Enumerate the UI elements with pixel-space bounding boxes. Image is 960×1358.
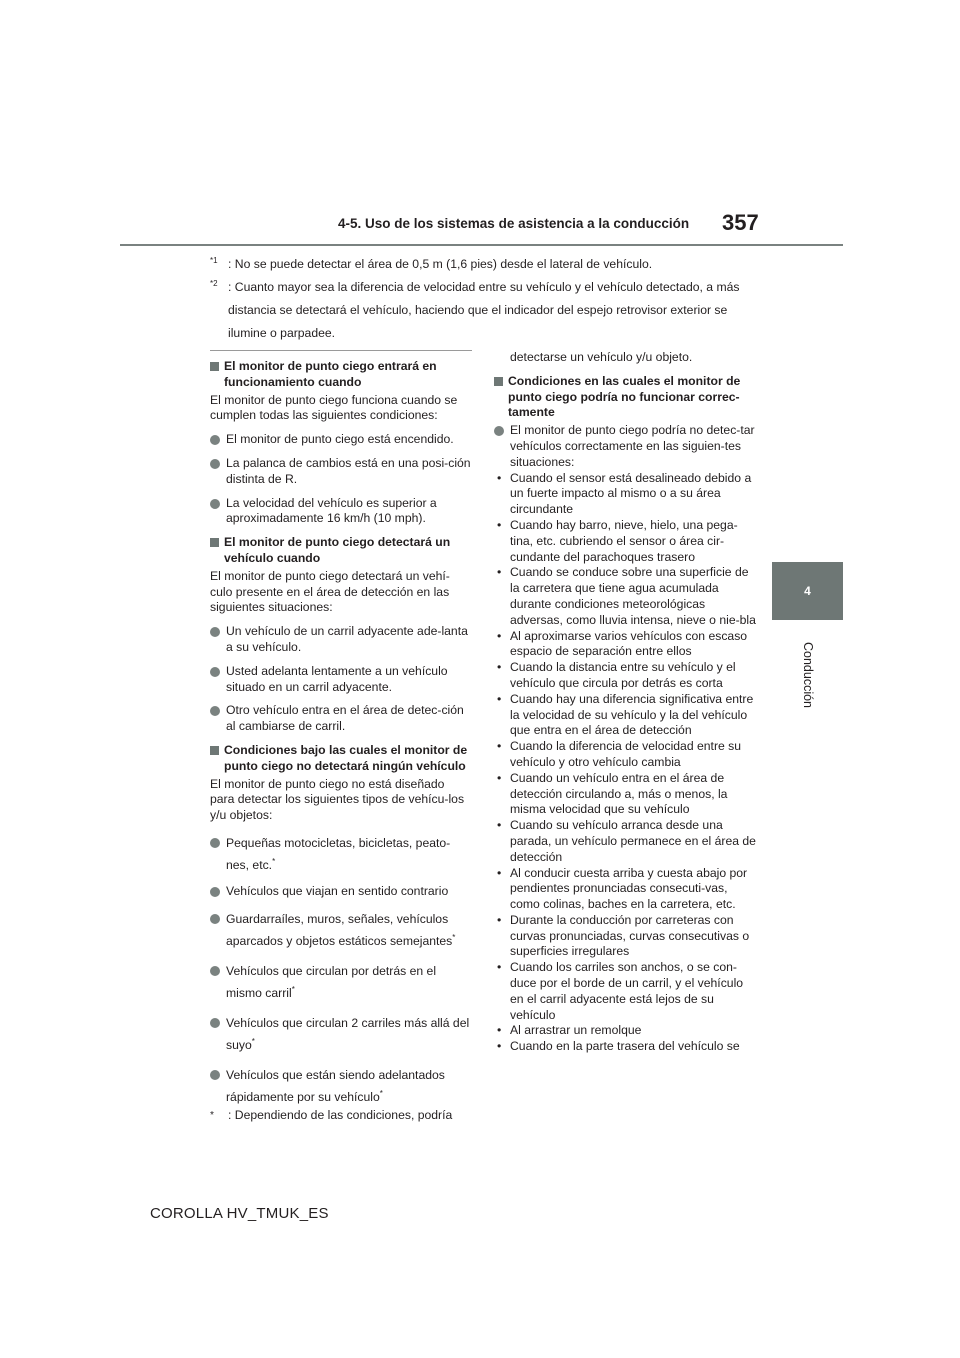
list-item: • Al arrastrar un remolque	[494, 1023, 756, 1039]
asterisk-marker: *	[291, 984, 295, 994]
footnote-2-text: : Cuanto mayor sea la diferencia de velocidad entre su vehículo y el vehículo detectado, a más distancia se detectará el vehículo, haciendo que el indicador del espejo retrovisor exterior se ilumine o parpadee.	[228, 280, 740, 340]
bullet-item: La velocidad del vehículo es superior a aproximadamente 16 km/h (10 mph).	[210, 496, 472, 528]
section-heading-activation: El monitor de punto ciego entrará en funcionamiento cuando	[210, 359, 472, 391]
section-intro-no-detection: El monitor de punto ciego no está diseñado para detectar los siguientes tipos de vehícu-los y/u objetos:	[210, 776, 465, 823]
footnote-2-marker: *2	[210, 278, 218, 288]
footnotes-top	[210, 253, 750, 345]
bullet-item: Vehículos que están siendo adelantados rápidamente por su vehículo*	[210, 1064, 472, 1108]
bullet-item: Otro vehículo entra en el área de detec-ción al cambiarse de carril.	[210, 703, 472, 735]
list-item: • Cuando en la parte trasera del vehículo se	[494, 1039, 756, 1055]
list-item: • Cuando se conduce sobre una superficie de la carretera que tiene agua acumulada durante condiciones meteorológicas adversas, como lluvia intensa, nieve o nie-bla	[494, 565, 756, 628]
chapter-label: Conducción	[801, 641, 815, 709]
bullet-item: El monitor de punto ciego está encendido.	[210, 432, 472, 448]
list-item: • Al conducir cuesta arriba y cuesta abajo por pendientes pronunciadas consecuti-vas, como colinas, baches en la carretera, etc.	[494, 866, 756, 913]
bullet-item: Vehículos que viajan en sentido contrario	[210, 884, 472, 900]
asterisk-marker: *	[379, 1088, 383, 1098]
bullet-item: Un vehículo de un carril adyacente ade-lanta a su vehículo.	[210, 624, 472, 656]
header-title: 4-5. Uso de los sistemas de asistencia a la conducción	[338, 216, 690, 231]
footnote-1	[210, 253, 750, 276]
footnote-1-text: : No se puede detectar el área de 0,5 m (1,6 pies) desde el lateral de vehículo.	[228, 257, 653, 271]
list-item: • Cuando los carriles son anchos, o se con-duce por el borde de un carril, y el vehículo en el carril adyacente está lejos de su vehículo	[494, 960, 756, 1023]
asterisk-marker: *	[452, 932, 456, 942]
section-divider	[210, 350, 472, 351]
section-heading-malfunction: Condiciones en las cuales el monitor de punto ciego podría no funcionar correc-tamente	[494, 374, 756, 421]
header-rule	[120, 244, 843, 246]
bullet-item: La palanca de cambios está en una posi-ción distinta de R.	[210, 456, 472, 488]
list-item: • Cuando hay barro, nieve, hielo, una pega-tina, etc. cubriendo el sensor o área cir-cundante del parachoques trasero	[494, 518, 756, 565]
footnote-2	[210, 276, 750, 345]
footnote-1-marker: *1	[210, 255, 218, 265]
list-item: • Cuando un vehículo entra en el área de detección circulando a, más o menos, la misma velocidad que su vehículo	[494, 771, 756, 818]
list-item: • Cuando su vehículo arranca desde una parada, un vehículo permanece en el área de detección	[494, 818, 756, 865]
bullet-item: Vehículos que circulan 2 carriles más allá del suyo*	[210, 1012, 472, 1056]
list-item: • Durante la conducción por carreteras con curvas pronunciadas, curvas consecutivas o superficies irregulares	[494, 913, 756, 960]
bullet-item: Pequeñas motocicletas, bicicletas, peato-nes, etc.*	[210, 832, 472, 876]
note-continuation: detectarse un vehículo y/u objeto.	[510, 350, 693, 364]
situation-list	[494, 471, 756, 1055]
asterisk-marker: *	[251, 1036, 255, 1046]
asterisk-marker: *	[272, 856, 276, 866]
bullet-item: Vehículos que circulan por detrás en el mismo carril*	[210, 960, 472, 1004]
note-text: : Dependiendo de las condiciones, podría	[228, 1107, 453, 1122]
chapter-tab[interactable]	[772, 562, 843, 620]
bullet-item: Usted adelanta lentamente a un vehículo situado en un carril adyacente.	[210, 664, 472, 696]
section-intro-activation: El monitor de punto ciego funciona cuando se cumplen todas las siguientes condiciones:	[210, 392, 458, 423]
note-marker: *	[210, 1109, 214, 1121]
asterisk-note	[210, 1108, 472, 1124]
list-item: • Cuando la diferencia de velocidad entre su vehículo y otro vehículo cambia	[494, 739, 756, 771]
list-item: • Cuando el sensor está desalineado debido a un fuerte impacto al mismo o a su área circundante	[494, 471, 756, 518]
list-item: • Cuando hay una diferencia significativa entre la velocidad de su vehículo y la del vehículo que entra en el área de detección	[494, 692, 756, 739]
section-intro-detection: El monitor de punto ciego detectará un vehí-culo presente en el área de detección en las siguientes situaciones:	[210, 568, 450, 615]
bullet-item: El monitor de punto ciego podría no detec-tar vehículos correctamente en las siguien-tes situaciones:	[494, 423, 756, 470]
chapter-number: 4	[804, 584, 811, 598]
section-heading-no-detection: Condiciones bajo las cuales el monitor de punto ciego no detectará ningún vehículo	[210, 743, 472, 775]
footer-model: COROLLA HV_TMUK_ES	[150, 1205, 329, 1222]
bullet-item: Guardarraíles, muros, señales, vehículos aparcados y objetos estáticos semejantes*	[210, 908, 472, 952]
page-number: 357	[722, 210, 759, 235]
list-item: • Cuando la distancia entre su vehículo y el vehículo que circula por detrás es corta	[494, 660, 756, 692]
right-column	[494, 350, 756, 1055]
list-item: • Al aproximarse varios vehículos con escaso espacio de separación entre ellos	[494, 629, 756, 661]
section-heading-detection: El monitor de punto ciego detectará un vehículo cuando	[210, 535, 472, 567]
left-column	[210, 350, 472, 1124]
